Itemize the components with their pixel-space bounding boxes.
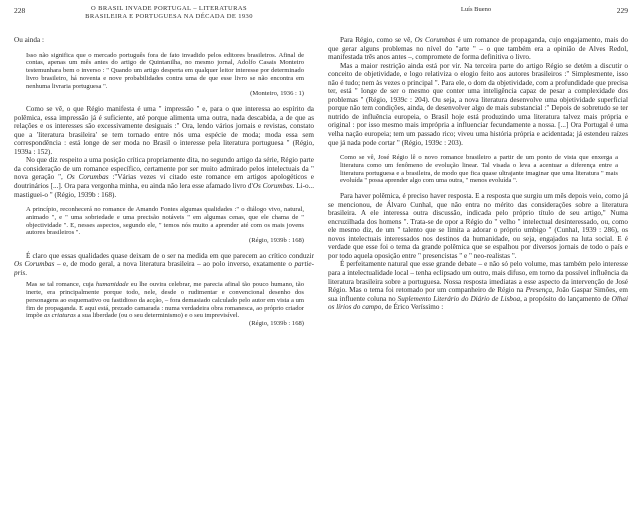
left-page-header: [14, 0, 314, 36]
right-page: [328, 0, 628, 512]
paragraph: Ou ainda :: [14, 36, 44, 44]
journal-title: Suplemento Literário do Diário de Lisboa: [397, 294, 521, 303]
book-title: Olhai os lírios do campo: [328, 294, 628, 312]
emphasis: as criaturas: [44, 312, 76, 320]
left-page: [14, 0, 314, 512]
citation: (Régio, 1939b : 168): [249, 237, 304, 245]
citation: (Monteiro, 1936 : 1): [250, 90, 304, 98]
foreign-term: partie-pris: [14, 260, 314, 277]
running-title-line: O BRASIL INVADE PORTUGAL – LITERATURAS: [91, 5, 247, 12]
running-title: [74, 5, 264, 21]
block-quote: A princípio, reconhecerá no romance de Amando Fontes algumas qualidades :" o diálogo vivo, natural, animado ", e " uma sobriedade e uma precisão notáveis " em algumas cenas, que ele chama de " objectividade ". E, nesses aspectos, segundo ele, " temos nós muito a aprender até com os mais jovens autores brasileiros ".: [26, 206, 304, 237]
emphasis: humanidade: [95, 281, 129, 289]
book-title: Os Corumbas: [414, 36, 455, 44]
book-title: Os Corumbas: [14, 260, 55, 269]
page-number: 229: [616, 6, 628, 15]
paragraph: No que diz respeito a uma posição crítica propriamente dita, no segundo artigo da série, Régio parte da consideração de um romance específico, certamente por ser muito admirado pelos intelectuais da " nova geração ", Os Corumbas :"Várias vezes vi citado este romance em artigos apologéticos e doutrinários [...]. Ora para vergonha minha, eu ainda não lera esse afamado livro d'Os Corumbas. Li-o... mastiguei-o " (Régio, 1939b : 168).: [14, 156, 314, 199]
book-title: Os Corumbas: [66, 173, 109, 182]
journal-title: Presença: [525, 286, 553, 295]
paragraph: Para Régio, como se vê, Os Corumbas é um romance de propaganda, cujo engajamento, mais do que gerar alguns problemas no nível do "arte " – o que também era a opinião de Alves Redol, manifestada três anos antes –, compromete de forma definitiva o livro.: [328, 36, 628, 62]
paragraph: É perfeitamente natural que esse grande debate – e não só pelo volume, mas também pelo interesse para a intelectualidade local – tenha eclipsado um outro, mais difuso, em torno da possível influência da literatura brasileira sobre a portuguesa. Nossa resposta imediatas a esse aspecto da intervenção de José Régio. Mas o tema foi retomado por um companheiro de Régio na Presença, João Gaspar Simões, em sua influente coluna no Suplemento Literário do Diário de Lisboa, a propósito do lançamento de Olhai os lírios do campo, de Érico Veríssimo :: [328, 260, 628, 312]
right-page-header: [328, 0, 628, 36]
block-quote: Como se vê, José Régio lê o novo romance brasileiro a partir de um ponto de vista que enxerga a literatura como um fenômeno de evolução linear. Tal visada o leva a acentuar a diferença entre a literatura portuguesa e a brasileira, de modo que fica quase ultrajante imaginar que uma literatura " mais evoluída " possa aprender algo com uma outra, " menos evoluída ".: [340, 154, 618, 185]
running-title-line: BRASILEIRA E PORTUGUESA NA DÉCADA DE 1930: [85, 13, 253, 20]
block-quote: Isso não significa que o mercado português fora de fato invadido pelos editores brasileiros. Afinal de contas, apenas um mês antes do artigo de Quintanilha, no mesmo jornal, Adolfo Casais Monteiro testemunhara bem o inverso : " Quando um artigo desperta em qualquer leitor interesse por determinado livro brasileiro, há noventa e nove probabilidades contra uma de que esse livro se não encontra em nenhuma livraria portuguesa ".: [26, 51, 304, 90]
book-title: Os Corumbas: [252, 181, 293, 190]
citation: (Régio, 1939b : 168): [249, 320, 304, 328]
paragraph: Mas a maior restrição ainda está por vir. Na terceira parte do artigo Régio se detém a discutir o conceito de objetividade, e logo relativiza o elogio feito aos autores brasileiros :" Simplesmente, isso não é tudo; nem às vezes o principal ". Para ele, o dom da objetividade, com a profundidade que precisa ter, está " longe de ser o mesmo que conter uma inteligência capaz de pesar a complexidade dos problemas " (Régio, 1939c : 204). Ou seja, a nova literatura desenvolve uma objetividade superficial porque não tem condições, ainda, de desenvolver algo de mais substancial :" Depois de sobretudo se ter nutrido de influência europeia, o Brasil hoje está produzindo uma literatura talvez mais própria e original : por isso mesmo mais imprópria a influenciar fecundamente a nossa. [...] Ora Portugal é uma velha nação europeia; tem um passado rico; viveu uma história própria e acidentada; já estendeu raízes que já nada pode cortar " (Régio, 1939c : 203).: [328, 61, 628, 147]
paragraph: Para haver polêmica, é preciso haver resposta. E a resposta que surgiu um mês depois veio, como já se mencionou, de Álvaro Cunhal, que não entra no mérito das considerações sobre a literatura brasileira. A ele interessa outra discussão, indicada pelo próprio título de seu artigo," Numa encruzilhada dos homens ". Trata-se de opor a Régio do " velho " intelectual desinteressado, ou, como ele mesmo diz, de um " talento que se limita a adorar o próprio umbigo " (Cunhal, 1939 : 286), os novos intelectuais interessados nos destinos da humanidade, ou seja, engajados na luta social. E é verdade que esse foi o tema da grande polêmica que se espalhou por diversos jornais de todo o país e por todo aquela oposição entre " presencistas " e " neo-realistas ".: [328, 192, 628, 260]
block-quote: Mas se tal romance, cuja humanidade eu lhe ouvira celebrar, me parecia afinal tão pouco humano, tão inerte, era principalmente porque todo, nele, desde o rudimentar e convencional desenho dos personagens ao esquemativo ou fastidioso da acção, – fora demasiado calculado pelo autor em vista a um fim de propaganda. E aqui está, prezado camarada : numa verdadeira obra romanesca, ao próprio criador impõe as criaturas a sua liberdade (ou o seu determinismo) e o seu imprevisível.: [26, 281, 304, 320]
paragraph: É claro que essas qualidades quase deixam de o ser na medida em que parecem ao crítico conduzir Os Corumbas – e, de modo geral, a nova literatura brasileira – ao polo inverso, exatamente o partie-pris.: [14, 251, 314, 277]
running-author: Luís Bueno: [460, 6, 492, 13]
paragraph: Como se vê, o que Régio manifesta é uma " impressão " e, para o que interessa ao espírito da polêmica, essa impressão já é suficiente, até porque alimenta uma outra, nada descabida, a de que as relações e os interesses são excessivamente desiguais :" Ora, lendo vários jornais e revistas, constato que a 'literatura brasileira' se tem tornado entre nós uma espécie de moda; moda essa sem correspondência : está longe de ser moda no Brasil o interesse pela literatura portuguesa " (Régio, 1939a : 152).: [14, 105, 314, 156]
page-number: 228: [14, 6, 26, 15]
